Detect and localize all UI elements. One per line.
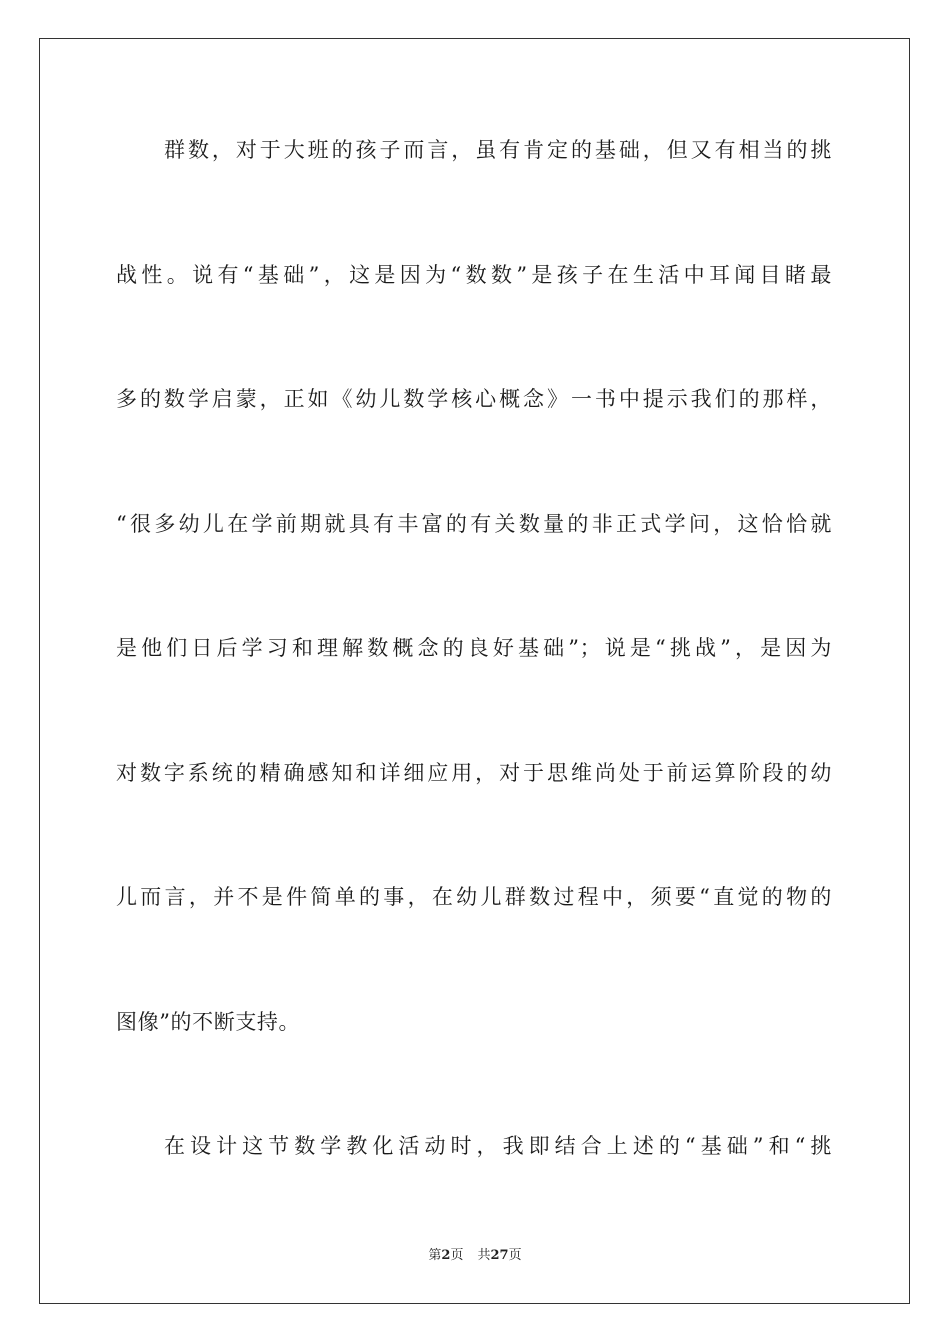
paragraph-1-line-8: 图像”的不断支持。 bbox=[116, 1010, 301, 1034]
total-prefix: 共 bbox=[477, 1248, 491, 1263]
page-number: 2 bbox=[441, 1248, 451, 1263]
page-prefix: 第 bbox=[428, 1248, 442, 1263]
page-border bbox=[39, 38, 910, 1304]
paragraph-1-line-4: “很多幼儿在学前期就具有丰富的有关数量的非正式学问，这恰恰就 bbox=[116, 512, 832, 536]
total-pages: 27 bbox=[490, 1248, 509, 1263]
paragraph-1-line-3: 多的数学启蒙，正如《幼儿数学核心概念》一书中提示我们的那样， bbox=[116, 387, 832, 411]
paragraph-1-line-1: 群数，对于大班的孩子而言，虽有肯定的基础，但又有相当的挑 bbox=[164, 138, 832, 162]
paragraph-2-line-1: 在设计这节数学教化活动时，我即结合上述的“基础”和“挑 bbox=[164, 1134, 832, 1158]
paragraph-1-line-5: 是他们日后学习和理解数概念的良好基础”；说是“挑战”，是因为 bbox=[116, 636, 832, 660]
page-footer bbox=[0, 1247, 950, 1265]
page-suffix: 页 bbox=[450, 1248, 464, 1263]
paragraph-1-line-7: 儿而言，并不是件简单的事，在幼儿群数过程中，须要“直觉的物的 bbox=[116, 885, 832, 909]
paragraph-1-line-2: 战性。说有“基础”，这是因为“数数”是孩子在生活中耳闻目睹最 bbox=[116, 263, 832, 287]
paragraph-1-line-6: 对数字系统的精确感知和详细应用，对于思维尚处于前运算阶段的幼 bbox=[116, 761, 832, 785]
total-suffix: 页 bbox=[508, 1248, 522, 1263]
